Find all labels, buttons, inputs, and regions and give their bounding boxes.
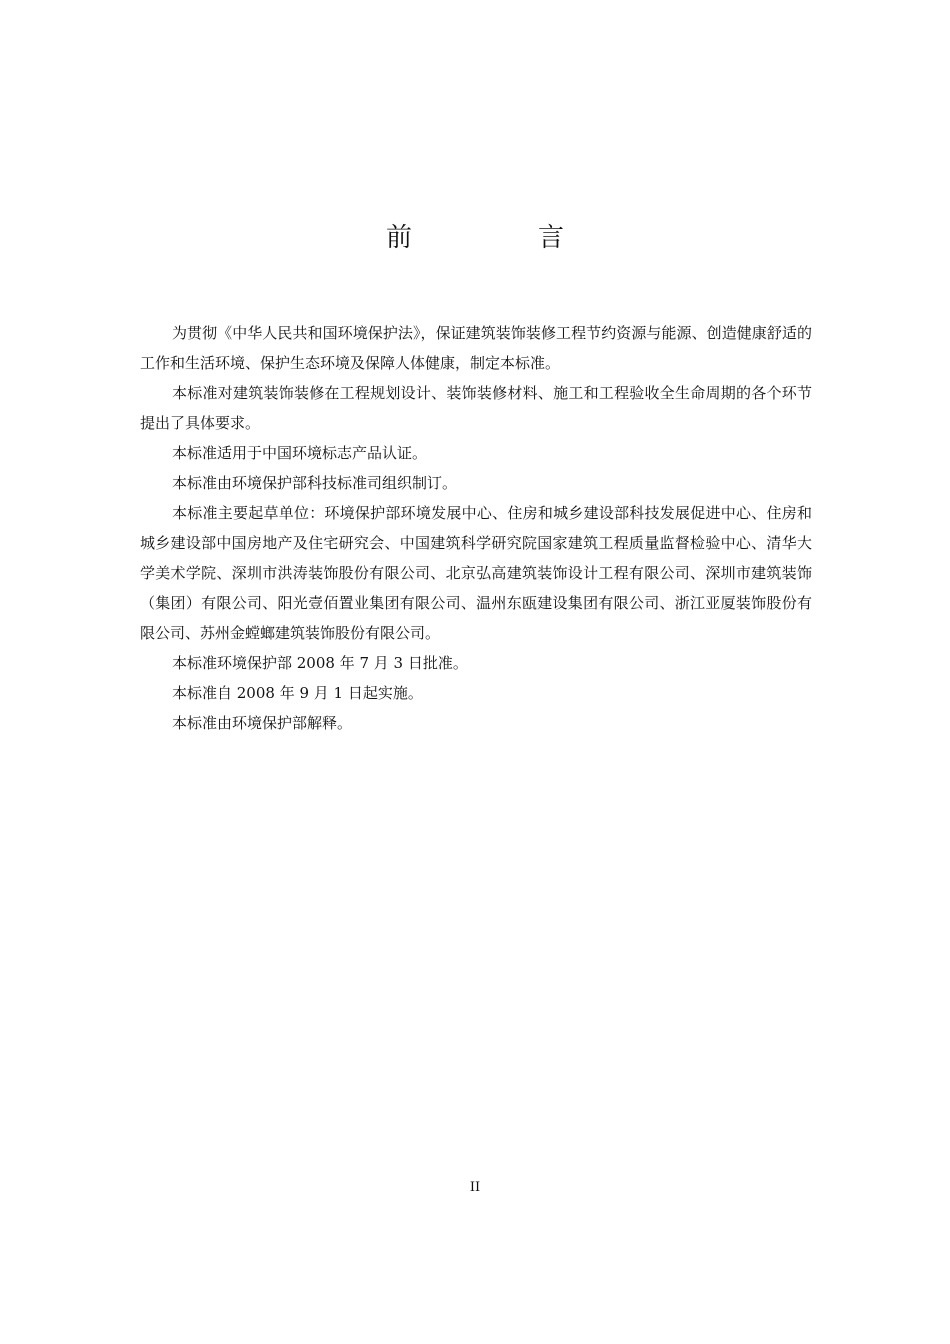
page-number: II xyxy=(469,1180,481,1195)
preface-paragraph: 本标准环境保护部 2008 年 7 月 3 日批准。 xyxy=(172,654,468,672)
preface-paragraph: 本标准主要起草单位：环境保护部环境发展中心、住房和城乡建设部科技发展促进中心、住房和城乡建设部中国房地产及住宅研究会、中国建筑科学研究院国家建筑工程质量监督检验中心、清华大学美术学院、深圳市洪涛装饰股份有限公司、北京弘高建筑装饰设计工程有限公司、深圳市建筑装饰（集团）有限公司、阳光壹佰置业集团有限公司、温州东瓯建设集团有限公司、浙江亚厦装饰股份有限公司、苏州金螳螂建筑装饰股份有限公司。 xyxy=(140,504,812,642)
preface-paragraph: 本标准对建筑装饰装修在工程规划设计、装饰装修材料、施工和工程验收全生命周期的各个环节提出了具体要求。 xyxy=(140,384,812,432)
preface-paragraph: 本标准自 2008 年 9 月 1 日起实施。 xyxy=(172,684,423,702)
preface-paragraph: 本标准由环境保护部解释。 xyxy=(172,714,353,732)
preface-paragraph: 为贯彻《中华人民共和国环境保护法》，保证建筑装饰装修工程节约资源与能源、创造健康舒适的工作和生活环境、保护生态环境及保障人体健康，制定本标准。 xyxy=(140,324,812,372)
preface-body xyxy=(140,318,812,738)
page-title: 前 言 xyxy=(385,223,614,253)
preface-paragraph: 本标准适用于中国环境标志产品认证。 xyxy=(172,444,428,462)
preface-paragraph: 本标准由环境保护部科技标准司组织制订。 xyxy=(172,474,458,492)
